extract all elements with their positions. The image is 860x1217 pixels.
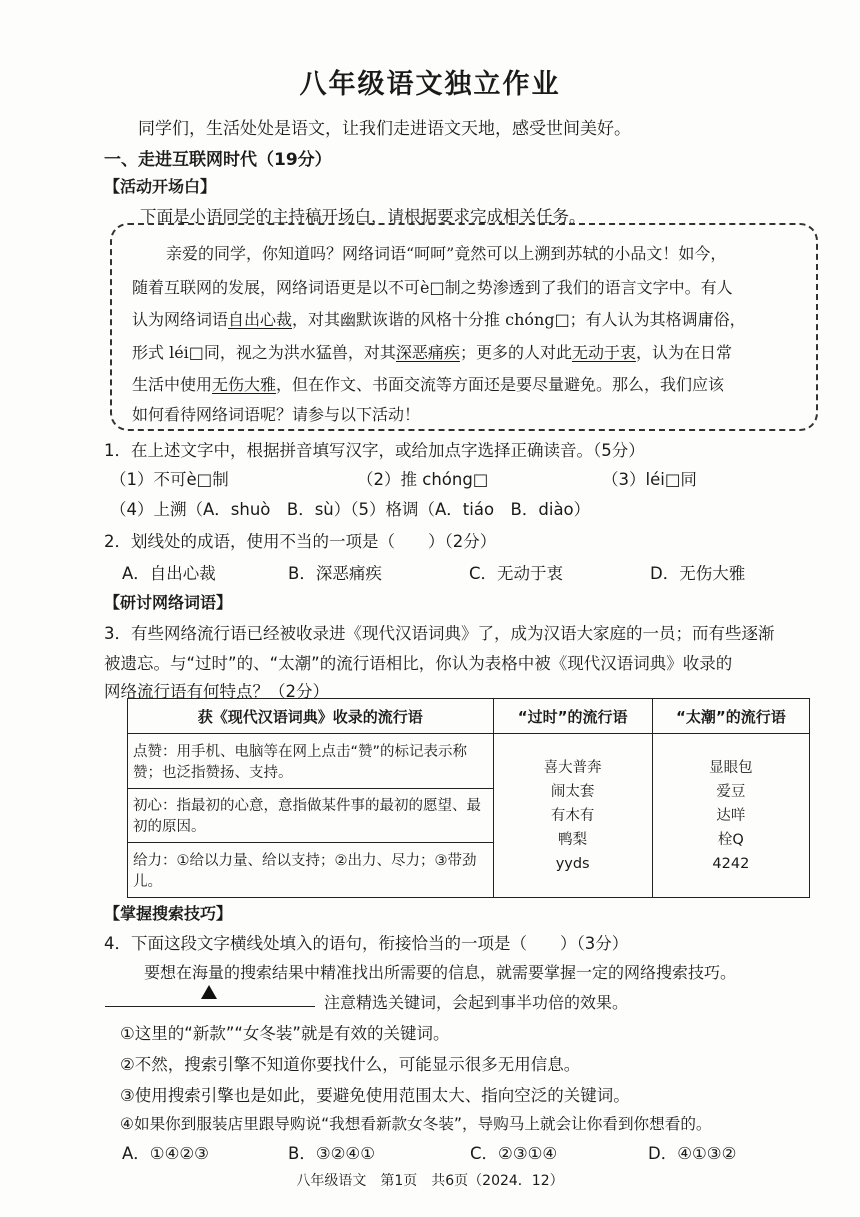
table-cell: 初心：指最初的心意，意指做某件事的最初的愿望、最初的原因。	[128, 788, 494, 843]
old-slang: 鸭梨	[558, 831, 588, 848]
question-4-passage: 注意精选关键词，会起到事半功倍的效果。	[324, 993, 629, 1012]
question-3-line: 被遗忘。与“过时”的、“太潮”的流行语相比，你认为表格中被《现代汉语词典》收录的	[104, 654, 733, 673]
question-4-passage: 要想在海量的搜索结果中精准找出所需要的信息，就需要掌握一定的网络搜索技巧。	[144, 963, 737, 982]
box-line: 亲爱的同学，你知道吗？网络词语“呵呵”竟然可以上溯到苏轼的小品文！如今，	[166, 244, 727, 263]
box-text: ，认为在日常	[635, 343, 732, 362]
option-b: B．③②④①	[288, 1144, 375, 1163]
box-text: ，对其幽默诙谐的风格十分推 chóng□；有人认为其格调庸俗，	[292, 310, 746, 329]
sentence-option: ②不然，搜索引擎不知道你要找什么，可能显示很多无用信息。	[120, 1055, 581, 1074]
box-line: 如何看待网络词语呢？请参与以下活动！	[132, 405, 421, 424]
underlined-idiom: 自出心裁	[228, 310, 293, 329]
sub-heading-search: 【掌握搜索技巧】	[104, 904, 233, 923]
option-c: C．无动于衷	[469, 564, 564, 583]
option-d: D．④①③②	[648, 1144, 737, 1163]
opening-instruction: 下面是小语同学的主持稿开场白，请根据要求完成相关任务。	[140, 207, 586, 226]
option-a: A．①④②③	[122, 1144, 209, 1163]
sentence-option: ③使用搜索引擎也是如此，要避免使用范围太大、指向空泛的关键词。	[120, 1086, 630, 1105]
box-line	[132, 307, 746, 330]
question-3-line: 3．有些网络流行语已经被收录进《现代汉语词典》了，成为汉语大家庭的一员；而有些逐渐	[104, 624, 775, 643]
trendy-slang: 4242	[712, 855, 750, 872]
answer-blank	[105, 1006, 315, 1007]
question-3-line: 网络流行语有何特点？（2分）	[104, 682, 329, 701]
question-1-item: （1）不可è□制	[110, 470, 229, 489]
table-header: “过时”的流行语	[493, 699, 652, 734]
trendy-slang: 爱豆	[716, 783, 746, 800]
question-2-stem: 2．划线处的成语，使用不当的一项是（ ）（2分）	[104, 532, 497, 551]
option-d: D．无伤大雅	[650, 564, 746, 583]
table-header: “太潮”的流行语	[652, 699, 809, 734]
page-title: 八年级语文独立作业	[299, 69, 561, 100]
page-footer: 八年级语文 第1页 共6页（2024．12）	[296, 1173, 564, 1189]
question-1-stem: 1．在上述文字中，根据拼音填写汉字，或给加点字选择正确读音。（5分）	[104, 441, 645, 460]
old-slang: 闹太套	[550, 783, 595, 800]
vocab-table	[127, 698, 810, 898]
trendy-slang: 显眼包	[709, 759, 753, 776]
question-4-stem: 4．下面这段文字横线处填入的语句，衔接恰当的一项是（ ）（3分）	[104, 934, 629, 953]
sentence-option: ①这里的“新款”“女冬装”就是有效的关键词。	[120, 1024, 450, 1043]
table-row	[128, 734, 810, 789]
box-line	[132, 340, 732, 363]
old-slang: yyds	[555, 855, 590, 872]
question-1-item: （2）推 chóng□	[357, 470, 489, 489]
intro-text: 同学们，生活处处是语文，让我们走进语文天地，感受世间美好。	[138, 119, 631, 139]
question-1-item: （4）上溯（A．shuò B．sù）（5）格调（A．tiáo B．diào）	[110, 500, 591, 519]
old-slang-cell	[493, 734, 652, 898]
box-line	[132, 372, 724, 395]
sentence-option: ④如果你到服装店里跟导购说“我想看新款女冬装”，导购马上就会让你看到你想看的。	[120, 1115, 712, 1133]
sub-heading-discuss: 【研讨网络词语】	[104, 593, 233, 612]
box-text: ；更多的人对此	[459, 343, 572, 362]
trendy-slang: 栓Q	[717, 831, 744, 848]
table-cell: 给力：①给以力量、给以支持；②出力、尽力；③带劲儿。	[128, 843, 494, 898]
box-text: 生活中使用	[132, 375, 213, 394]
table-cell: 点赞：用手机、电脑等在网上点击“赞”的标记表示称赞；也泛指赞扬、支持。	[128, 734, 494, 789]
underlined-idiom: 无伤大雅	[212, 375, 277, 394]
trendy-slang: 达咩	[716, 807, 746, 824]
trendy-slang-cell	[652, 734, 809, 898]
box-text: 认为网络词语	[132, 310, 229, 329]
old-slang: 喜大普奔	[543, 759, 602, 776]
box-text: 形式 léi□同，视之为洪水猛兽，对其	[132, 343, 396, 362]
sub-heading-opening: 【活动开场白】	[104, 177, 217, 196]
underlined-idiom: 深恶痛疾	[395, 343, 460, 362]
section-heading: 一、走进互联网时代（19分）	[104, 150, 332, 170]
box-text: ，但在作文、书面交流等方面还是要尽量避免。那么，我们应该	[276, 375, 725, 394]
option-b: B．深恶痛疾	[288, 564, 382, 583]
box-line: 随着互联网的发展，网络词语更是以不可è□制之势渗透到了我们的语言文字中。有人	[132, 278, 733, 297]
old-slang: 有木有	[550, 807, 595, 824]
table-header-row	[128, 699, 810, 734]
underlined-idiom: 无动于衷	[571, 343, 636, 362]
blank-marker-icon	[201, 985, 217, 999]
question-1-item: （3）léi□同	[602, 470, 697, 489]
option-a: A．自出心裁	[122, 564, 216, 583]
option-c: C．②③①④	[470, 1144, 558, 1163]
table-header: 获《现代汉语词典》收录的流行语	[128, 699, 494, 734]
